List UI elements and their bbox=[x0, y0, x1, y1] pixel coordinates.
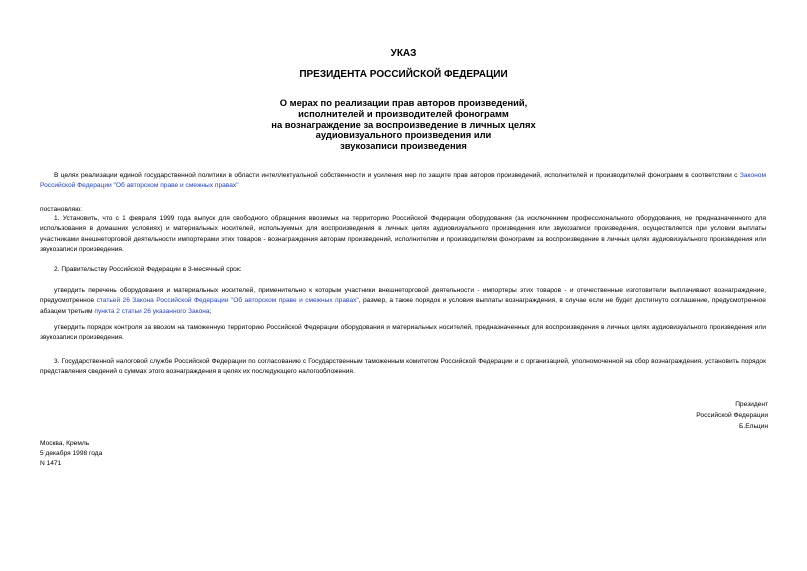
title-line: звукозаписи произведения bbox=[340, 140, 467, 152]
title-line: О мерах по реализации прав авторов произведений, bbox=[279, 97, 528, 108]
item-2a-text-middle: , размер, а также порядок и условия выплаты вознаграждения, в случае если не будет достигнуто соглашение, предусмотренное абзацем третьим bbox=[40, 297, 766, 315]
document-type: УКАЗ bbox=[390, 48, 417, 59]
decree-clause: постановляю: bbox=[40, 206, 83, 213]
item-1-paragraph: 1. Установить, что с 1 февраля 1999 года выпуск для свободного обращения ввозимых на территорию Российской Федерации оборудования (за исключением профессионального оборудования, не предназначенного для использования в домашних условиях) и материальных носителей, используемых для воспроизведения в личных целях аудиовизуального произведения или звукозаписи произведения, осуществляется при условии выплаты участниками внешнеторговой деятельности импортерами этих товаров - вознаграждения авторам произведений, исполнителям и производителям фонограмм за воспроизведение в личных целях аудиовизуального произведения или звукозаписи произведения. bbox=[40, 215, 766, 253]
article-26-link[interactable]: статьей 26 Закона Российской Федерации "Об авторском праве и смежных правах" bbox=[96, 297, 359, 305]
item-2-paragraph: 2. Правительству Российской Федерации в 3-месячный срок: bbox=[54, 266, 242, 273]
item-2a-text-end: ; bbox=[209, 307, 212, 315]
article-26-item-2-link[interactable]: пункта 2 статьи 26 указанного Закона bbox=[94, 307, 210, 315]
item-3-paragraph: 3. Государственной налоговой службе Российской Федерации по согласованию с Государственным таможенным комитетом Российской Федерации и с организацией, уполномоченной на сбор вознаграждения, установить порядок представления сведений о суммах этого вознаграждения в целях их последующего налогообложения. bbox=[40, 358, 766, 376]
item-2a-text: утвердить перечень оборудования и материальных носителей, применительно к которым участники внешнеторговой деятельности - импортеры этих товаров - и отечественные изготовители выплачивают вознаграждение, предусмотренное bbox=[40, 287, 766, 305]
copyright-law-link[interactable]: Законом Российской Федерации "Об авторском праве и смежных правах" bbox=[40, 172, 766, 190]
signing-date: 5 декабря 1998 года bbox=[40, 450, 103, 458]
signature-country: Российской Федерации bbox=[696, 412, 768, 420]
document-title bbox=[0, 98, 807, 152]
document-number: N 1471 bbox=[40, 460, 62, 468]
title-line: исполнителей и производителей фонограмм bbox=[298, 107, 509, 119]
signature-position: Президент bbox=[735, 401, 768, 408]
intro-text: В целях реализации единой государственной политики в области интеллектуальной собственности и усиления мер по защите прав авторов произведений, исполнителей и производителей фонограмм в соответствии с bbox=[54, 172, 740, 179]
place-date-block bbox=[40, 439, 102, 470]
item-2a-paragraph bbox=[40, 286, 766, 317]
document-issuer: ПРЕЗИДЕНТА РОССИЙСКОЙ ФЕДЕРАЦИИ bbox=[299, 69, 508, 80]
signature-block bbox=[696, 399, 768, 433]
title-line: на вознаграждение за воспроизведение в личных целях bbox=[271, 118, 536, 130]
title-line: аудиовизуального произведения или bbox=[315, 129, 492, 141]
signature-name: Б.Ельцин bbox=[739, 423, 768, 431]
signing-place: Москва, Кремль bbox=[40, 440, 90, 447]
intro-paragraph bbox=[40, 171, 766, 192]
item-2b-paragraph: утвердить порядок контроля за ввозом на таможенную территорию Российской Федерации оборудования и материальных носителей, предназначенных для воспроизведения в личных целях аудиовизуального произведения или звукозаписи произведения. bbox=[40, 324, 766, 342]
